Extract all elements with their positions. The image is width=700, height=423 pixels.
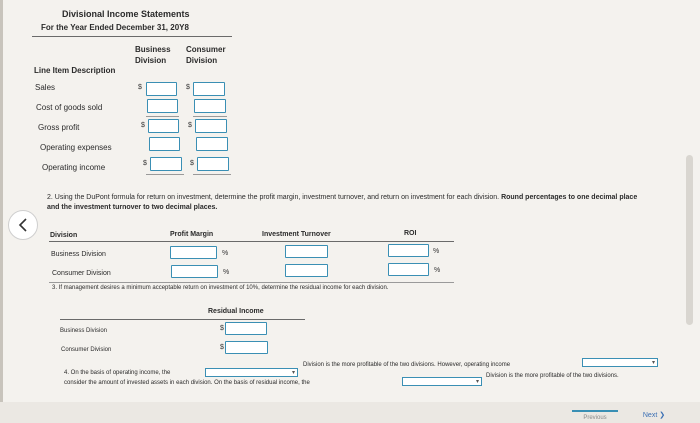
q2-prompt-bold: Round percentages to one decimal place and the investment turnover to two decimal places. bbox=[47, 194, 638, 211]
business-investment-turnover-input[interactable] bbox=[285, 245, 328, 258]
statement-period: For the Year Ended December 31, 20Y8 bbox=[41, 23, 189, 32]
total-rule bbox=[146, 174, 184, 175]
currency-symbol: $ bbox=[188, 122, 192, 129]
percent-symbol: % bbox=[223, 269, 230, 276]
q2-header-roi: ROI bbox=[404, 230, 417, 237]
consumer-cogs-input[interactable] bbox=[194, 99, 226, 113]
left-edge bbox=[0, 0, 3, 423]
row-sales: Sales bbox=[35, 83, 56, 92]
chevron-down-icon: ▾ bbox=[291, 370, 295, 376]
q3-row-consumer: Consumer Division bbox=[61, 347, 112, 353]
row-operating-income: Operating income bbox=[42, 163, 106, 172]
consumer-sales-input[interactable] bbox=[193, 82, 225, 96]
business-gross-profit-input[interactable] bbox=[148, 119, 179, 133]
business-operating-expenses-input[interactable] bbox=[149, 137, 180, 151]
currency-symbol: $ bbox=[190, 160, 194, 167]
q4-text-part2: Division is the more profitable of the two divisions. However, operating income bbox=[303, 362, 511, 368]
q3-header-rule bbox=[60, 319, 305, 320]
percent-symbol: % bbox=[433, 248, 440, 255]
row-gross-profit: Gross profit bbox=[38, 123, 80, 132]
currency-symbol: $ bbox=[220, 325, 224, 332]
chevron-right-icon: ❯ bbox=[659, 412, 666, 419]
q3-prompt: 3. If management desires a minimum acceptable return on investment of 10%, determine the residual income for each division. bbox=[52, 285, 389, 291]
consumer-gross-profit-input[interactable] bbox=[195, 119, 227, 133]
column-consumer-division: Consumer Division bbox=[186, 45, 226, 65]
statement-divider bbox=[32, 36, 232, 37]
back-button[interactable] bbox=[8, 210, 38, 240]
consumer-operating-income-input[interactable] bbox=[197, 157, 229, 171]
vertical-scrollbar[interactable] bbox=[686, 155, 693, 325]
q2-header-investment-turnover: Investment Turnover bbox=[262, 231, 331, 238]
q2-prompt-text: 2. Using the DuPont formula for return on investment, determine the profit margin, investment turnover, and return on investment for each division. bbox=[47, 194, 500, 201]
total-rule bbox=[193, 174, 231, 175]
q2-header-profit-margin: Profit Margin bbox=[170, 231, 214, 238]
q2-header-division: Division bbox=[50, 232, 78, 239]
consumer-operating-expenses-input[interactable] bbox=[196, 137, 228, 151]
q3-row-business: Business Division bbox=[60, 328, 108, 334]
q2-header-rule bbox=[49, 241, 454, 242]
chevron-down-icon: ▾ bbox=[651, 360, 655, 366]
consumer-roi-input[interactable] bbox=[388, 263, 429, 276]
currency-symbol: $ bbox=[220, 344, 224, 351]
chevron-left-icon bbox=[17, 218, 29, 232]
currency-symbol: $ bbox=[186, 84, 190, 91]
q4-text-part3: consider the amount of invested assets in each division. On the basis of residual income, the bbox=[64, 380, 310, 386]
q4-text-part1: 4. On the basis of operating income, the bbox=[64, 370, 171, 376]
q2-prompt bbox=[47, 193, 647, 213]
subtotal-rule bbox=[193, 116, 227, 117]
business-sales-input[interactable] bbox=[146, 82, 177, 96]
percent-symbol: % bbox=[222, 250, 229, 257]
business-roi-input[interactable] bbox=[388, 244, 429, 257]
column-business-division: Business Division bbox=[135, 45, 171, 65]
q4-operating-income-division-select[interactable] bbox=[205, 368, 298, 377]
business-cogs-input[interactable] bbox=[147, 99, 178, 113]
currency-symbol: $ bbox=[141, 122, 145, 129]
line-item-header: Line Item Description bbox=[34, 66, 116, 75]
q4-text-part4: Division is the more profitable of the two divisions. bbox=[486, 373, 619, 379]
row-operating-expenses: Operating expenses bbox=[40, 143, 112, 152]
q2-row-consumer: Consumer Division bbox=[52, 270, 111, 277]
row-cost-of-goods-sold: Cost of goods sold bbox=[36, 103, 103, 112]
consumer-investment-turnover-input[interactable] bbox=[285, 264, 328, 277]
q2-bottom-rule bbox=[49, 282, 454, 283]
q3-header-residual-income: Residual Income bbox=[208, 308, 264, 315]
q4-operating-income-conclusion-select[interactable] bbox=[582, 358, 658, 367]
next-button[interactable] bbox=[630, 410, 678, 422]
q2-row-business: Business Division bbox=[51, 251, 106, 258]
percent-symbol: % bbox=[434, 267, 441, 274]
consumer-residual-income-input[interactable] bbox=[225, 341, 268, 354]
next-label: Next bbox=[642, 412, 658, 419]
business-residual-income-input[interactable] bbox=[225, 322, 267, 335]
business-operating-income-input[interactable] bbox=[150, 157, 182, 171]
currency-symbol: $ bbox=[138, 84, 142, 91]
previous-label: Previous bbox=[583, 415, 607, 421]
statement-title: Divisional Income Statements bbox=[62, 9, 190, 19]
subtotal-rule bbox=[146, 116, 179, 117]
chevron-down-icon: ▾ bbox=[475, 379, 479, 385]
business-profit-margin-input[interactable] bbox=[170, 246, 217, 259]
consumer-profit-margin-input[interactable] bbox=[171, 265, 218, 278]
currency-symbol: $ bbox=[143, 160, 147, 167]
previous-button[interactable] bbox=[572, 410, 618, 422]
q4-residual-income-division-select[interactable] bbox=[402, 377, 482, 386]
